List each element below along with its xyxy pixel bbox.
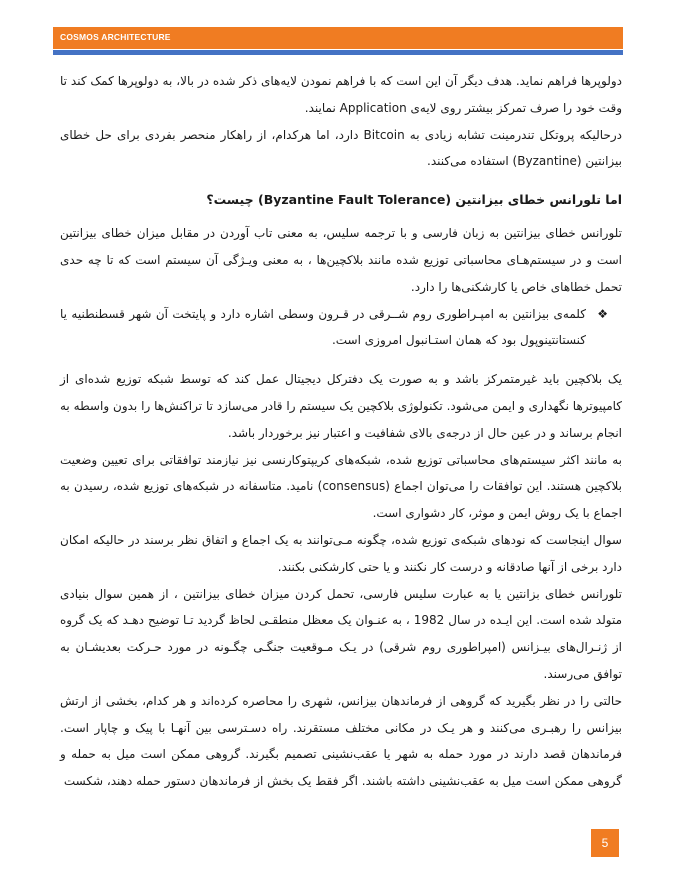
header-rule	[53, 50, 623, 55]
paragraph: درحالیکه پروتکل تندرمینت تشابه زیادی به Bitcoin دارد، اما هرکدام، از راهکار منحصر بفردی برای حل خطای بیزانتین (Byzantine) استفاده می‌کنند.	[60, 127, 622, 169]
paragraph: حالتی را در نظر بگیرید که گروهی از فرماندهان بیزانس، شهری را محاصره کرده‌اند و هر کدام، بخشی از ارتش بیزانس را رهبـری می‌کنند و هر یـک در مکانی مختلف مستقرند. راه دسـترسی بین آنهـا با پیک و چاپار است. فرماندهان قصد دارند در مورد حمله به شهر یا عقب‌نشینی تصمیم بگیرند. گروهی ممکن است میل به حمله و گروهی ممکن است میل به عقب‌نشینی داشته باشند. اگر فقط یک بخش از فرماندهان دستور حمله دهند، شکست	[60, 693, 622, 789]
definition-paragraph: تلورانس خطای بیزانتین به زبان فارسی و با ترجمه سلیس، به معنی تاب آوردن در مقابل میزان خطای بیزانتین است و در سیستم‌هـای محاسباتی توزیع شده مانند بلاکچین‌ها ، به معنی ویـژگی آن سیستم است که تا چه حدی تحمل خطاهای خاص یا کارشکنی‌ها را دارد.	[60, 226, 622, 294]
page-header-bar	[53, 27, 623, 49]
header-title: COSMOS ARCHITECTURE	[60, 32, 171, 42]
page-number: 5	[601, 836, 609, 850]
bullet-item	[60, 301, 622, 355]
page-body	[60, 68, 622, 795]
paragraph: به مانند اکثر سیستم‌های محاسباتی توزیع شده، شبکه‌های کریپتوکارنسی نیز نیازمند توافقاتی برای تعیین وضعیت بلاکچین هستند. این توافقات را می‌توان اجماع (consensus) نامید. متاسفانه در شبکه‌های توزیع شده، رسیدن به اجماع با یک روش ایمن و موثر، کار دشواری است.	[60, 452, 622, 521]
page-number-badge	[591, 829, 619, 857]
section-heading: اما تلورانس خطای بیزانتین (Byzantine Fault Tolerance) چیست؟	[206, 192, 622, 208]
spacer	[60, 354, 622, 366]
paragraph: سوال اینجاست که نودهای شبکه‌ی توزیع شده، چگونه مـی‌توانند به یک اجماع و اتفاق نظر برسند در حالیکه امکان دارد برخی از آنها صادقانه و درست کار نکنند و یا حتی کارشکنی بکنند.	[60, 532, 622, 574]
diamond-bullet-icon: ❖	[597, 306, 608, 321]
paragraph: دولوپرها فراهم نماید. هدف دیگر آن این است که با فراهم نمودن لایه‌های ذکر شده در بالا، به دولوپرها کمک کند تا وقت خود را صرف تمرکز بیشتر روی لایه‌ی Application نمایند.	[60, 74, 622, 115]
bullet-text: کلمه‌ی بیزانتین به امپـراطوری روم شــرقی در قـرون وسطی اشاره دارد و پایتخت آن شهر قسطنطنیه یا کنستانتینوپول بود که همان استـانبول امروزی است.	[60, 306, 586, 348]
paragraph: تلورانس خطای بزانتین یا به عبارت سلیس فارسی، تحمل کردن میزان خطای بیزانتین ، از همین سوال بنیادی متولد شده است. این ایـده در سال 1982 ، به عنـوان یک معظل منطقـی لحاظ گردید تـا توضیح دهـد که یک گروه از ژنـرال‌های بیـزانس (امپراطوری روم شرقی) در یـک مـوقعیت جنگـی چگـونه در مورد حـرکت بعدیشـان به توافق می‌رسند.	[60, 586, 623, 681]
paragraph: یک بلاکچین باید غیرمتمرکز باشد و به صورت یک دفترکل دیجیتال عمل کند که توسط شبکه توزیع شده‌ای از کامپیوترها نگهداری و ایمن می‌شود. تکنولوژی بلاکچین یک سیستم را قادر می‌سازد تا تراکنش‌ها را بدون واسطه به انجام برساند و در عین حال از درجه‌ی بالای شفافیت و اعتبار نیز برخوردار باشد.	[60, 372, 622, 440]
